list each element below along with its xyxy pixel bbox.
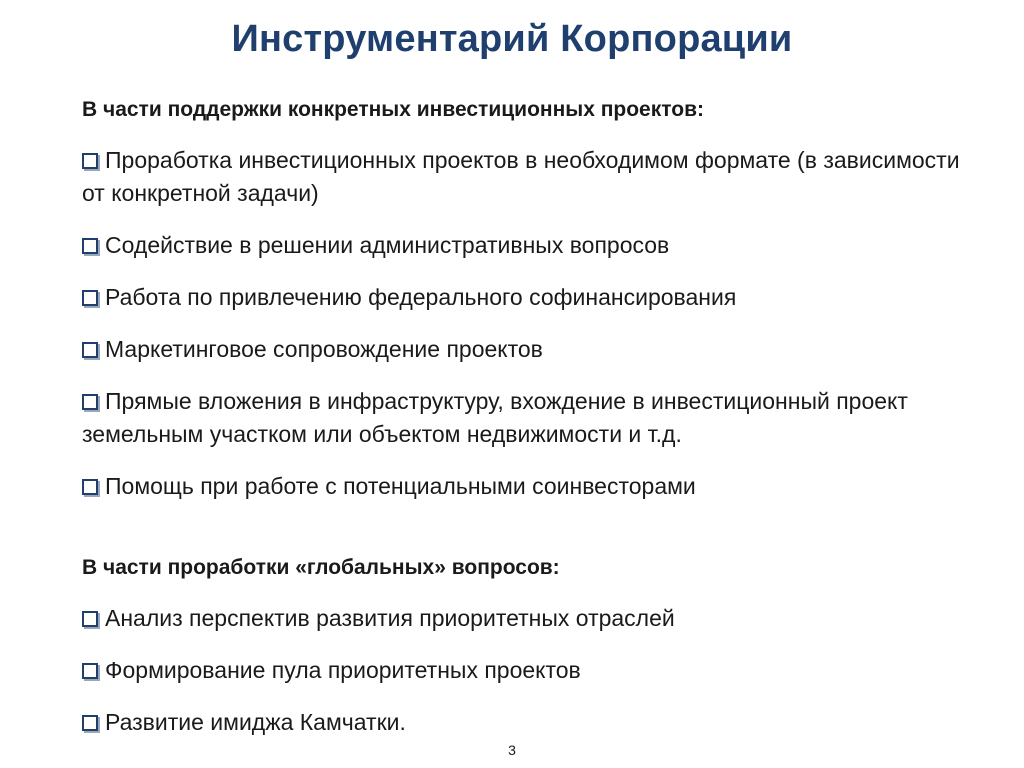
list-item-text: Помощь при работе с потенциальными соинвесторами xyxy=(105,473,696,499)
list-item xyxy=(82,654,962,687)
list-item xyxy=(82,144,962,210)
section-heading-global: В части проработки «глобальных» вопросов: xyxy=(82,556,560,579)
checkbox-square-icon xyxy=(82,479,98,495)
list-item-text: Развитие имиджа Камчатки. xyxy=(105,709,406,735)
list-item-text: Маркетинговое сопровождение проектов xyxy=(105,336,543,362)
projects-list xyxy=(82,144,962,522)
list-item-text: Формирование пула приоритетных проектов xyxy=(105,657,581,683)
checkbox-square-icon xyxy=(82,394,98,410)
checkbox-square-icon xyxy=(82,663,98,679)
checkbox-square-icon xyxy=(82,153,98,169)
list-item xyxy=(82,229,962,262)
list-item xyxy=(82,281,962,314)
checkbox-square-icon xyxy=(82,715,98,731)
checkbox-square-icon xyxy=(82,342,98,358)
global-list xyxy=(82,602,962,758)
slide-title: Инструментарий Корпорации xyxy=(231,18,793,60)
list-item xyxy=(82,385,962,451)
list-item xyxy=(82,333,962,366)
checkbox-square-icon xyxy=(82,238,98,254)
page-number: 3 xyxy=(508,742,516,758)
list-item-text: Прямые вложения в инфраструктуру, вхождение в инвестиционный проект земельным участком или объектом недвижимости и т.д. xyxy=(82,388,908,447)
list-item-text: Содействие в решении административных вопросов xyxy=(105,232,670,258)
checkbox-square-icon xyxy=(82,290,98,306)
list-item xyxy=(82,706,962,739)
section-heading-projects: В части поддержки конкретных инвестиционных проектов: xyxy=(82,98,704,121)
list-item-text: Анализ перспектив развития приоритетных отраслей xyxy=(105,605,675,631)
list-item xyxy=(82,602,962,635)
list-item-text: Проработка инвестиционных проектов в необходимом формате (в зависимости от конкретной задачи) xyxy=(82,147,960,206)
checkbox-square-icon xyxy=(82,611,98,627)
list-item-text: Работа по привлечению федерального софинансирования xyxy=(105,284,737,310)
list-item xyxy=(82,470,962,503)
